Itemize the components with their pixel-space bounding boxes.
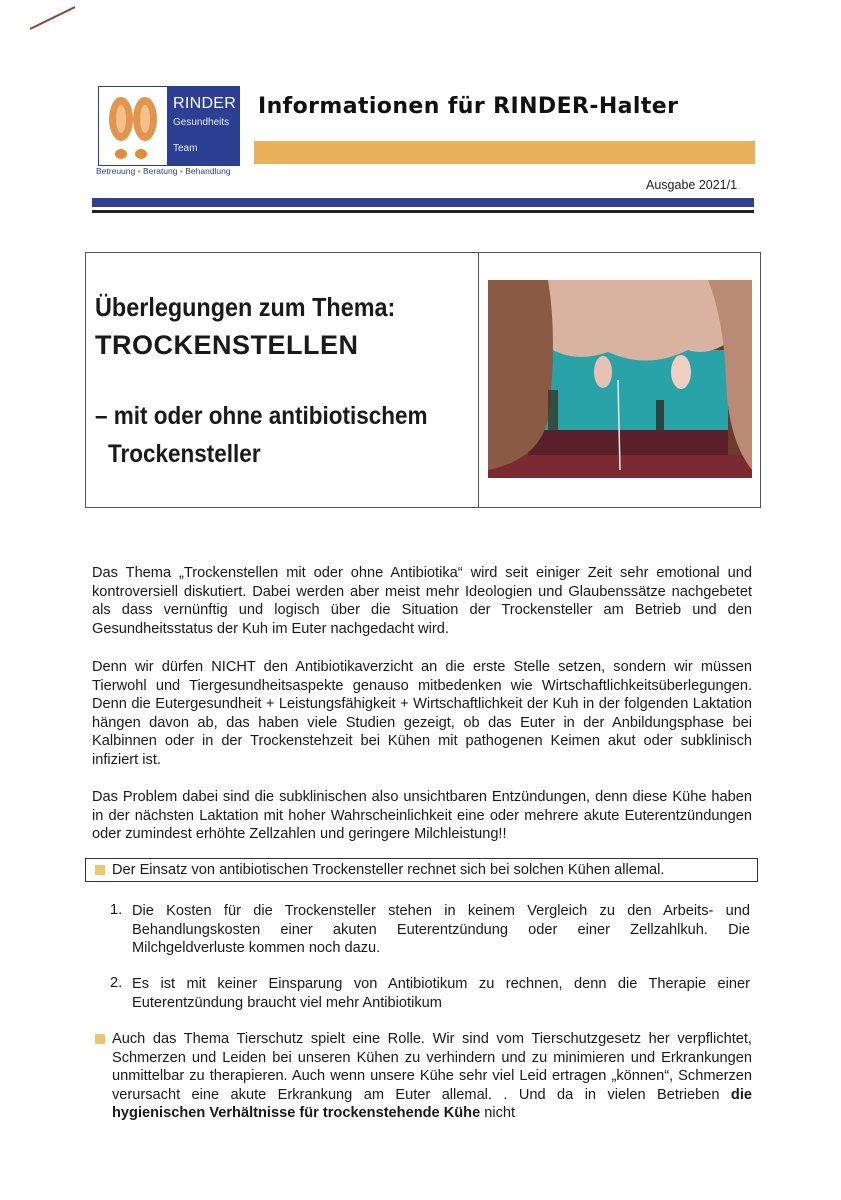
header-rule-black [92, 210, 754, 213]
list-item-1: Die Kosten für die Trockensteller stehen in keinem Vergleich zu den Arbeits- und Behandlungskosten einer akuten Euterentzündung oder einer Zellzahlkuh. Die Milchgeldverluste kommen noch dazu. [132, 903, 750, 956]
logo-line-1: Gesundheits [173, 117, 230, 128]
newsletter-title: Informationen für RINDER-Halter [258, 94, 679, 119]
logo-tagline [96, 166, 231, 176]
paragraph-4-end: nicht [480, 1105, 516, 1121]
feature-subtitle: Überlegungen zum Thema: [95, 292, 396, 322]
feature-title: TROCKENSTELLEN [95, 330, 359, 360]
pen-mark [30, 6, 76, 30]
logo-text-panel [167, 87, 239, 165]
list-number: 2. [110, 975, 123, 991]
bullet-square-icon [95, 1034, 105, 1044]
logo-title: RINDER [173, 95, 237, 112]
tagline-dot-icon: ▪ [137, 166, 143, 176]
list-item-2: Es ist mit keiner Einsparung von Antibiotikum zu rechnen, denn die Therapie einer Euterentzündung braucht viel mehr Antibiotikum [132, 976, 750, 1011]
feature-tagline-1: – mit oder ohne antibiotischem [95, 402, 428, 430]
logo-line-2: Team [173, 143, 198, 154]
tagline-dot-icon: ▪ [179, 166, 186, 176]
list-number: 1. [110, 902, 123, 918]
paragraph-4 [112, 1030, 752, 1123]
issue-number: Ausgabe 2021/1 [646, 178, 738, 192]
feature-box-divider [478, 252, 479, 508]
paragraph-4-bold: die hygienischen Verhältnisse für trockenstehende Kühe [112, 1086, 752, 1121]
logo [98, 86, 240, 166]
paragraph-3: Das Problem dabei sind die subklinischen also unsichtbaren Entzündungen, denn diese Kühe haben in der nächsten Laktation mit hoher Wahrscheinlichkeit eine oder mehrere akute Euterentzündungen oder zumindest erhöhte Zellzahlen und geringere Milchleistung!! [92, 789, 752, 842]
orange-header-bar [254, 141, 755, 164]
paragraph-4-text: Auch das Thema Tierschutz spielt eine Rolle. Wir sind vom Tierschutzgesetz her verpflichtet, Schmerzen und Leiden bei unseren Kühen zu verhindern und zu minimieren und Erkrankungen unmittelbar zu therapieren. Auch wenn unsere Kühe sehr viel Leid ertragen „können“, Schmerzen verursacht eine akute Erkrankung am Euter allemal. . Und da in vielen Betrieben [112, 1031, 752, 1103]
feature-tagline-2: Trockensteller [108, 440, 261, 468]
header-rule-blue [92, 198, 754, 207]
hoof-print-icon [99, 87, 167, 165]
bullet-square-icon [95, 865, 105, 875]
tagline-part-1: Betreuung [96, 166, 136, 176]
highlight-text: Der Einsatz von antibiotischen Trockensteller rechnet sich bei solchen Kühen allemal. [112, 862, 665, 878]
paragraph-2: Denn wir dürfen NICHT den Antibiotikaverzicht an die erste Stelle setzen, sondern wir müssen Tierwohl und Tiergesundheitsaspekte genauso mitbedenken wie Wirtschaftlichkeitsüberlegungen. Denn die Eutergesundheit + Leistungsfähigkeit + Wirtschaftlichkeit der Kuh in der folgenden Laktation hängen davon ab, das haben viele Studien gezeigt, ob das Euter in der Anbildungsphase bei Kalbinnen oder in der Trockenstehzeit bei Kühen mit pathogenen Keimen akut oder subklinisch infiziert ist. [92, 659, 752, 768]
udder-photo [488, 280, 752, 478]
paragraph-1: Das Thema „Trockenstellen mit oder ohne Antibiotika“ wird seit einiger Zeit sehr emotional und kontroversiell diskutiert. Dabei werden aber meist mehr Ideologien und Glaubenssätze nachgebetet als dass vernünftig und logisch über die Situation der Trockensteller am Betrieb und den Gesundheitsstatus der Kuh im Euter nachgedacht wird. [92, 565, 752, 637]
tagline-part-3: Behandlung [185, 166, 231, 176]
tagline-part-2: Beratung [142, 166, 178, 176]
